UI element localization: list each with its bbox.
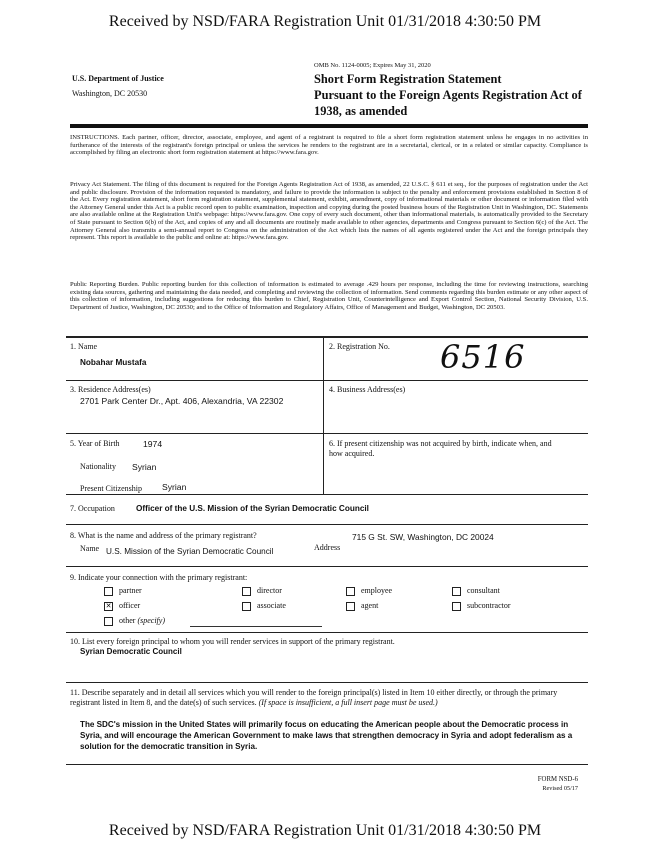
employee-label: employee: [361, 586, 393, 595]
option-partner[interactable]: [104, 586, 142, 596]
received-stamp-bottom: Received by NSD/FARA Registration Unit 01/31/2018 4:30:50 PM: [108, 822, 542, 839]
officer-checkbox[interactable]: ✕: [105, 601, 112, 610]
occupation-label: 7. Occupation: [70, 504, 115, 513]
registrant-address-label: Address: [314, 543, 341, 552]
registrant-name-value[interactable]: U.S. Mission of the Syrian Democratic Council: [106, 547, 274, 556]
registrant-name-label: Name: [80, 544, 100, 553]
present-citizenship-value[interactable]: Syrian: [162, 482, 187, 492]
other-specify-label: (specify): [137, 616, 165, 625]
option-associate[interactable]: [242, 601, 286, 611]
name-label: 1. Name: [70, 342, 98, 351]
associate-checkbox[interactable]: [242, 602, 251, 611]
form-bottom-rule: [66, 764, 588, 765]
form-title-line-3: 1938, as amended: [314, 104, 408, 118]
agent-label: agent: [361, 601, 379, 610]
omb-number: OMB No. 1124-0005; Expires May 31, 2020: [314, 62, 431, 69]
services-insert-note: (If space is insufficient, a full insert page must be used.): [258, 698, 438, 707]
option-other[interactable]: [104, 616, 165, 626]
form-title-line-2: Pursuant to the Foreign Agents Registration Act of: [314, 88, 582, 102]
consultant-checkbox[interactable]: [452, 587, 461, 596]
present-citizenship-label: Present Citizenship: [80, 484, 142, 493]
registration-number-label: 2. Registration No.: [329, 342, 390, 351]
name-value[interactable]: Nobahar Mustafa: [80, 358, 147, 367]
partner-label: partner: [119, 586, 142, 595]
director-label: director: [257, 586, 282, 595]
services-value[interactable]: The SDC's mission in the United States will primarily focus on educating the American people about the Democratic process in Syria, and will encourage the American Government to make laws that strengthen democracy in Syria and adopt federalism as a solution for the democratic transition in Syria.: [80, 720, 573, 751]
employee-checkbox[interactable]: [346, 587, 355, 596]
occupation-value[interactable]: Officer of the U.S. Mission of the Syrian Democratic Council: [136, 504, 369, 513]
agent-checkbox[interactable]: [346, 602, 355, 611]
instructions-paragraph: INSTRUCTIONS. Each partner, officer, director, associate, employee, and agent of a registrant is required to file a short form registration statement unless he engages in no activities in furtherance of the interests of the registrant's foreign principal or unless the services he renders to the registrant are in a secretarial, clerical, or in a related or similar capacity. Compliance is accomplished by filing an electronic short form registration statement at https://www.fara.gov.: [70, 134, 588, 157]
option-consultant[interactable]: [452, 586, 500, 596]
registrant-address-value[interactable]: 715 G St. SW, Washington, DC 20024: [352, 532, 494, 542]
year-of-birth-value[interactable]: 1974: [143, 439, 163, 449]
connection-label: 9. Indicate your connection with the primary registrant:: [70, 573, 248, 582]
officer-label: officer: [119, 601, 141, 610]
row-divider-6: [66, 632, 588, 633]
services-label: [70, 688, 585, 708]
consultant-label: consultant: [467, 586, 500, 595]
nationality-label: Nationality: [80, 462, 116, 471]
partner-checkbox[interactable]: [104, 587, 113, 596]
public-reporting-burden-paragraph: Public Reporting Burden. Public reporting burden for this collection of information is estimated to average .429 hours per response, including the time for reviewing instructions, searching existing data sources, gathering and maintaining the data needed, and completing and reviewing the collection of information. Send comments regarding this burden estimate or any other aspect of this collection of information, including suggestions for reducing this burden to Chief, Registration Unit, Counterintelligence and Export Control Section, National Security Division, U.S. Department of Justice, Washington, DC 20530; and to the Office of Information and Regulatory Affairs, Office of Management and Budget, Washington, DC 20503.: [70, 281, 588, 311]
form-number: FORM NSD-6: [537, 776, 578, 783]
column-divider: [323, 337, 324, 494]
row-divider-5: [66, 566, 588, 567]
row-divider-3: [66, 494, 588, 495]
form-revised: Revised 05/17: [542, 785, 578, 792]
primary-registrant-label: 8. What is the name and address of the primary registrant?: [70, 531, 257, 540]
row-divider-2: [66, 433, 588, 434]
other-label: other: [119, 616, 136, 625]
director-checkbox[interactable]: [242, 587, 251, 596]
subcontractor-checkbox[interactable]: [452, 602, 461, 611]
citizenship-acquired-label: 6. If present citizenship was not acquired by birth, indicate when, and how acquired.: [329, 439, 552, 458]
registration-number-value[interactable]: 6516: [440, 338, 526, 376]
residence-address-label: 3. Residence Address(es): [70, 385, 151, 394]
residence-address-value[interactable]: 2701 Park Center Dr., Apt. 406, Alexandria, VA 22302: [80, 396, 284, 406]
option-subcontractor[interactable]: [452, 601, 511, 611]
foreign-principal-value[interactable]: Syrian Democratic Council: [80, 647, 182, 656]
services-question: 11. Describe separately and in detail all services which you will render to the foreign principal(s) listed in Item 10 either directly, or through the primary registrant listed in Item 8, and the date(s) of such services.: [70, 688, 558, 707]
row-divider-1: [66, 380, 588, 381]
received-stamp-top: Received by NSD/FARA Registration Unit 01/31/2018 4:30:50 PM: [108, 13, 542, 30]
privacy-act-paragraph: Privacy Act Statement. The filing of this document is required for the Foreign Agents Registration Act of 1938, as amended, 22 U.S.C. § 611 et seq., for the purposes of registration under the Act and public disclosure. Provision of the information requested is mandatory, and failure to provide the information is subject to the penalty and enforcement provisions established in Section 8 of the Act. Every registration statement, short form registration statement, supplemental statement, exhibit, amendment, copy of informational materials or other document or information filed with the Attorney General under this Act is a public record open to public examination, inspection and copying during the posted business hours of the Registration Unit in Washington, DC. Statements are also available online at the Registration Unit's webpage: https://www.fara.gov. One copy of every such document, other than informational materials, is automatically provided to the Secretary of State pursuant to Section 6(b) of the Act, and copies of any and all documents are routinely made available to other agencies, departments and Congress pursuant to Section 6(c) of the Act. The Attorney General also transmits a semi-annual report to Congress on the administration of the Act which lists the names of all agents registered under the Act and the foreign principals they represent. This report is available to the public and online at: https://www.fara.gov.: [70, 181, 588, 242]
option-director[interactable]: [242, 586, 282, 596]
subcontractor-label: subcontractor: [467, 601, 511, 610]
row-divider-7: [66, 682, 588, 683]
other-specify-line[interactable]: [190, 626, 322, 627]
department-name: U.S. Department of Justice: [72, 74, 164, 83]
form-title-line-1: Short Form Registration Statement: [314, 72, 502, 86]
option-employee[interactable]: [346, 586, 392, 596]
option-officer[interactable]: [104, 601, 140, 611]
year-of-birth-label: 5. Year of Birth: [70, 439, 120, 448]
other-checkbox[interactable]: [104, 617, 113, 626]
business-address-label: 4. Business Address(es): [329, 385, 406, 394]
foreign-principal-label: 10. List every foreign principal to whom you will render services in support of the primary registrant.: [70, 637, 395, 646]
nationality-value[interactable]: Syrian: [132, 462, 157, 472]
header-rule: [70, 124, 588, 128]
row-divider-4: [66, 524, 588, 525]
option-agent[interactable]: [346, 601, 378, 611]
associate-label: associate: [257, 601, 286, 610]
department-city: Washington, DC 20530: [72, 89, 148, 98]
